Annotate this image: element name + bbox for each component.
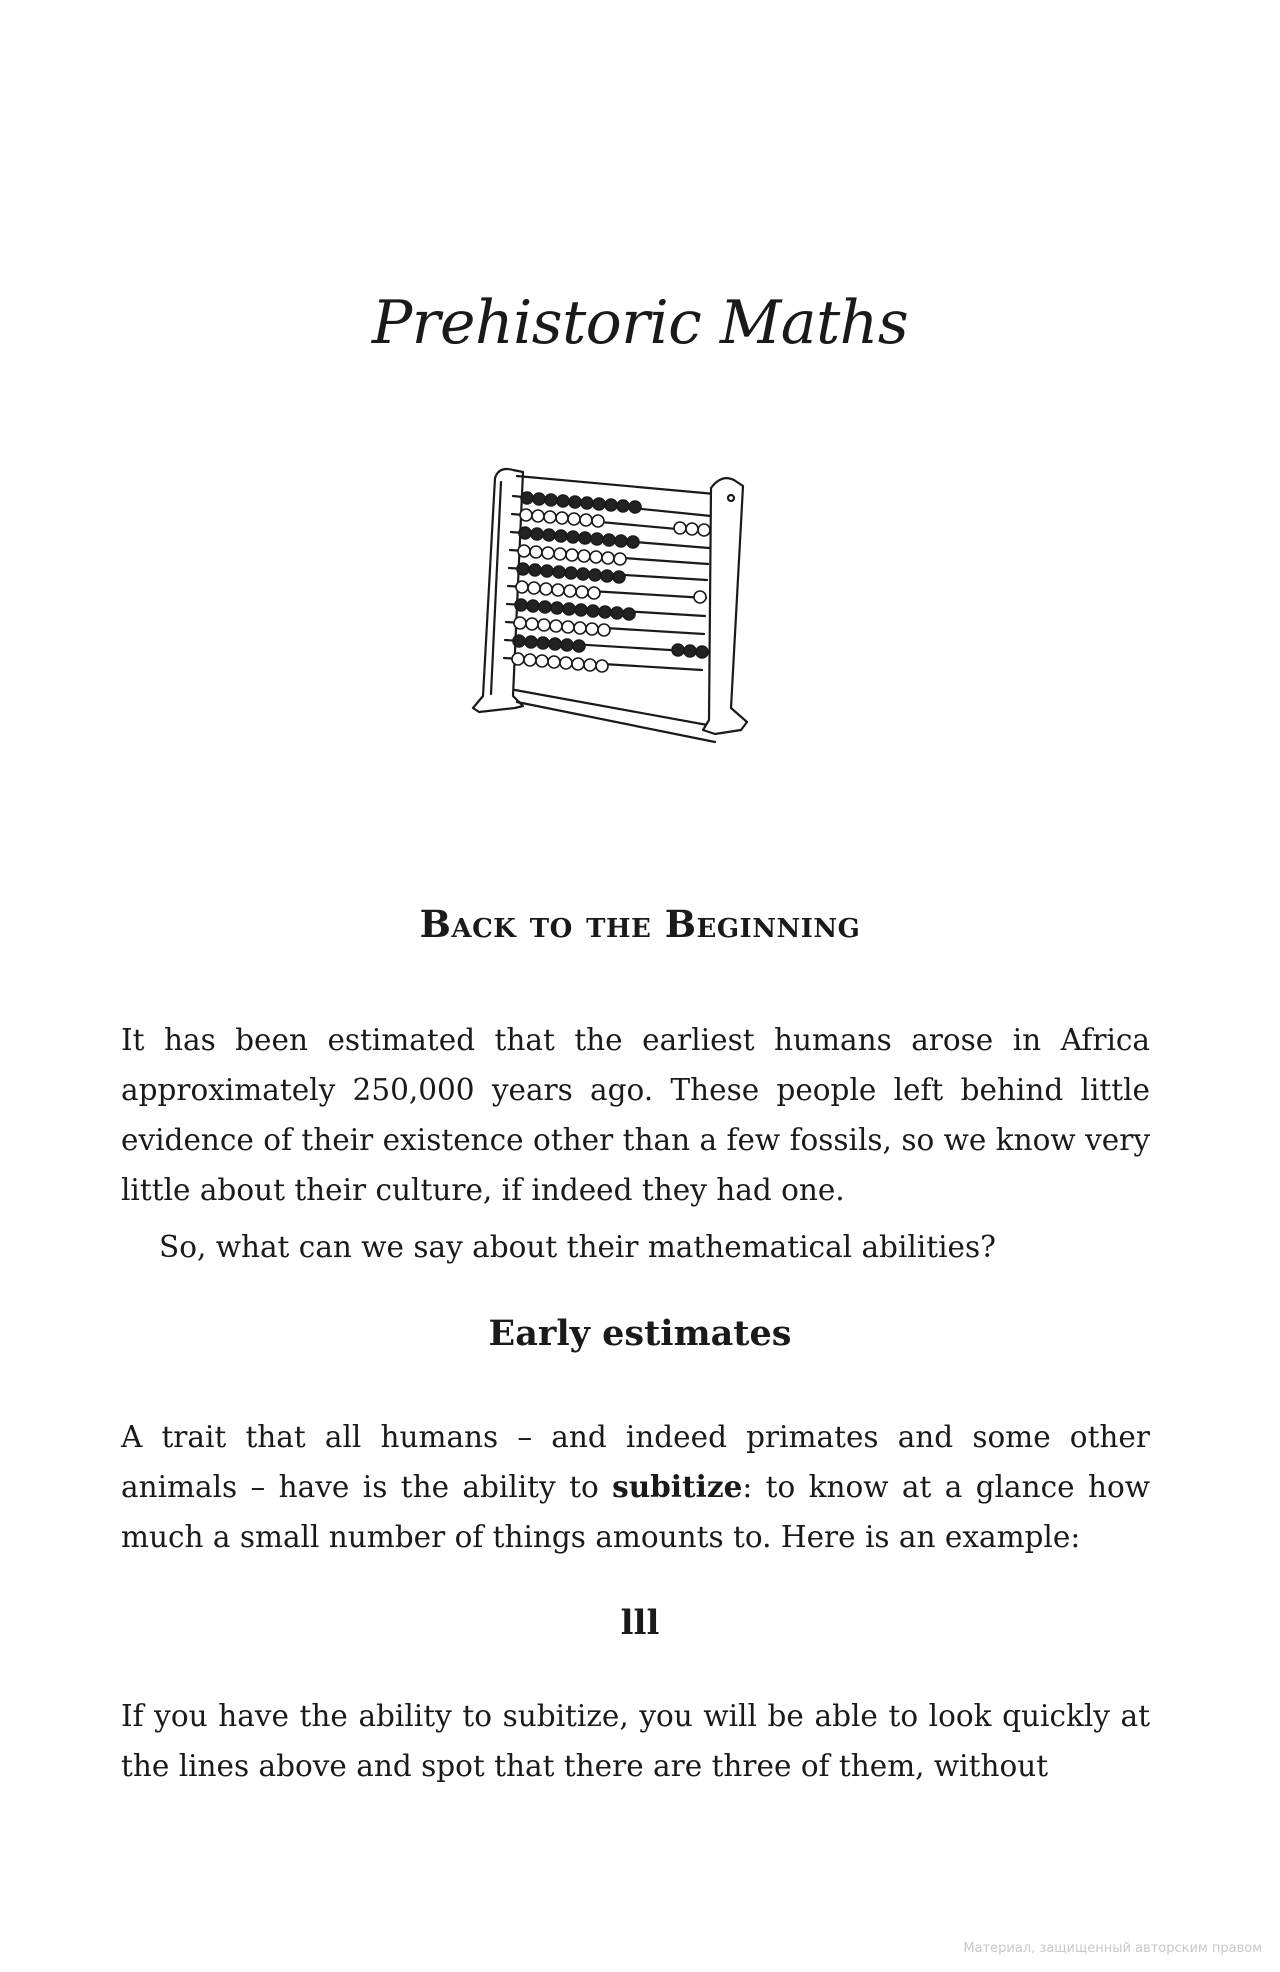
paragraph-subitize-end: : to know at a glance how much a small number of things amounts to. Here is an example: [121,1470,1150,1554]
tally-marks: lll [620,1603,660,1643]
paragraph-subitize-start: A trait that all humans – and indeed primates and some other animals – have is the ability to [121,1420,1150,1504]
paragraph-intro: It has been estimated that the earliest humans arose in Africa approximately 250,000 years ago. These people left behind little evidence of their existence other than a few fossils, so we know very little about their culture, if indeed they had one. [121,1023,1150,1207]
chapter-title: Prehistoric Maths [371,288,909,358]
abacus-icon [465,458,805,770]
paragraph-question: So, what can we say about their mathematical abilities? [159,1230,996,1264]
copyright-watermark: Материал, защищенный авторским правом [963,1941,1262,1956]
term-subitize: subitize [612,1469,743,1504]
paragraph-explanation: If you have the ability to subitize, you will be able to look quickly at the lines above and spot that there are three of them, without [121,1699,1150,1783]
section-heading: Back to the Beginning [419,902,861,946]
paragraph-subitize [121,1412,1150,1562]
subsection-heading: Early estimates [488,1313,792,1354]
